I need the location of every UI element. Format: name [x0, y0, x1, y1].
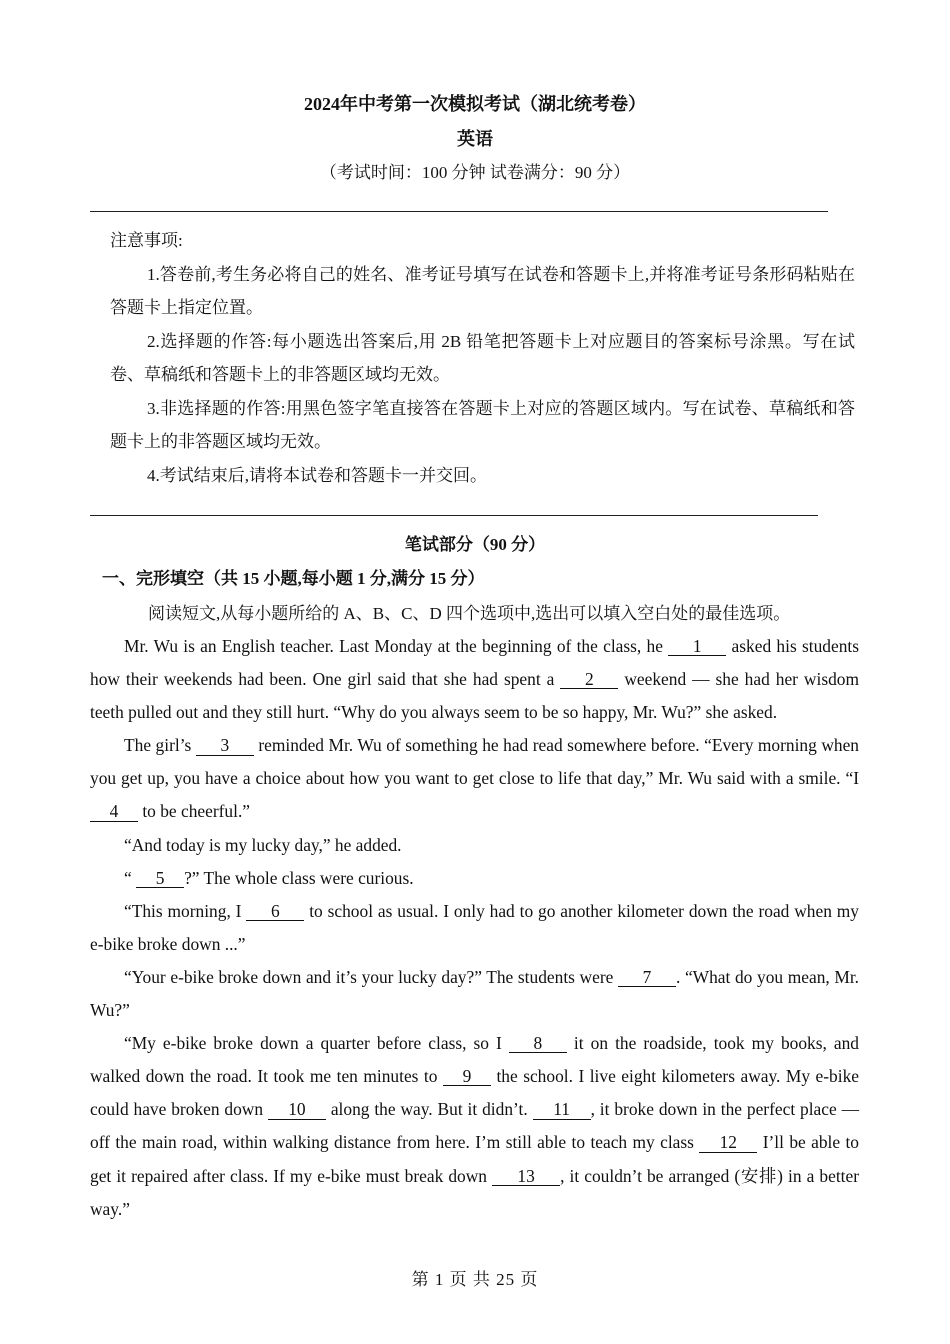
blank-1: 1	[668, 637, 726, 656]
blank-9: 9	[443, 1067, 491, 1086]
paragraph: “And today is my lucky day,” he added.	[124, 834, 402, 855]
blank-12: 12	[699, 1133, 757, 1152]
part-title: 一、完形填空（共 15 小题,每小题 1 分,满分 15 分）	[102, 569, 485, 588]
blank-10: 10	[268, 1100, 326, 1119]
text-run: Mr. Wu is an English teacher. Last Monday at the beginning of the class, he	[124, 636, 669, 656]
text-run: to school as usual. I only had to go another kilometer down the road when my e-bike broke down ...”	[90, 900, 860, 954]
blank-2: 2	[560, 670, 618, 689]
paragraph	[90, 961, 859, 1027]
text-run: the school. I live eight kilometers away. My e-bike could have broken down	[90, 1066, 859, 1120]
text-run: it on the roadside, took my books, and walked down the road. It took me ten minutes to	[90, 1033, 859, 1087]
blank-4: 4	[90, 802, 138, 821]
text-run: , it couldn’t be arranged (安排) in a better way.”	[90, 1165, 860, 1219]
bottom-divider	[90, 515, 818, 516]
text-run: to be cheerful.”	[138, 801, 251, 822]
page-footer: 第 1 页 共 25 页	[411, 1270, 539, 1289]
note-item: 4.考试结束后,请将本试卷和答题卡一并交回。	[147, 465, 487, 485]
text-run: ?” The whole class were curious.	[184, 867, 414, 888]
paragraph	[90, 630, 859, 729]
blank-3: 3	[196, 736, 254, 755]
text-run: “Your e-bike broke down and it’s your lucky day?” The students were	[124, 966, 618, 987]
text-run: “This morning, I	[124, 900, 247, 921]
text-run: asked his students how their weekends had been. One girl said that she had spent a	[90, 636, 860, 690]
cloze-passage	[90, 630, 859, 1226]
paragraph	[90, 729, 859, 828]
text-run: I’ll be able to get it repaired after class. If my e-bike must break down	[90, 1132, 859, 1186]
note-item: 2.选择题的作答:每小题选出答案后,用 2B 铅笔把答题卡上对应题目的答案标号涂黑。写在试卷、草稿纸和答题卡上的非答题区域均无效。	[110, 331, 855, 384]
text-run: reminded Mr. Wu of something he had read somewhere before. “Every morning when you get up, you have a choice about how you want to get close to life that day,” Mr. Wu said with a smile. “I	[90, 735, 860, 789]
note-item: 1.答卷前,考生务必将自己的姓名、准考证号填写在试卷和答题卡上,并将准考证号条形码粘贴在答题卡上指定位置。	[110, 264, 855, 317]
paragraph	[90, 862, 859, 895]
note-item: 3.非选择题的作答:用黑色签字笔直接答在答题卡上对应的答题区域内。写在试卷、草稿纸和答题卡上的非答题区域均无效。	[110, 398, 855, 451]
blank-6: 6	[246, 902, 304, 921]
notes-heading: 注意事项:	[110, 231, 183, 250]
directions: 阅读短文,从每小题所给的 A、B、C、D 四个选项中,选出可以填入空白处的最佳选项。	[148, 604, 791, 623]
blank-7: 7	[618, 968, 676, 987]
blank-5: 5	[136, 869, 184, 888]
paragraph	[90, 895, 859, 961]
text-run: along the way. But it didn’t.	[325, 1099, 533, 1120]
blank-8: 8	[509, 1034, 567, 1053]
text-run: “My e-bike broke down a quarter before class, so I	[124, 1033, 509, 1054]
text-run: “	[124, 867, 137, 888]
notes-block	[110, 224, 855, 492]
subject-title: 英语	[457, 129, 493, 149]
section-title: 笔试部分（90 分）	[404, 535, 546, 554]
text-run: weekend — she had her wisdom teeth pulled out and they still hurt. “Why do you always seem to be so happy, Mr. Wu?” she asked.	[90, 669, 860, 723]
top-divider	[90, 211, 828, 212]
blank-13: 13	[492, 1167, 560, 1186]
exam-info: （考试时间：100 分钟 试卷满分：90 分）	[319, 163, 631, 182]
paragraph	[90, 1027, 859, 1226]
text-run: The girl’s	[124, 735, 196, 756]
blank-11: 11	[533, 1100, 591, 1119]
exam-title: 2024年中考第一次模拟考试（湖北统考卷）	[304, 94, 646, 114]
text-run: . “What do you mean, Mr. Wu?”	[90, 966, 860, 1021]
text-run: , it broke down in the perfect place — off the main road, within walking distance from here. I’m still able to teach my class	[90, 1099, 859, 1153]
